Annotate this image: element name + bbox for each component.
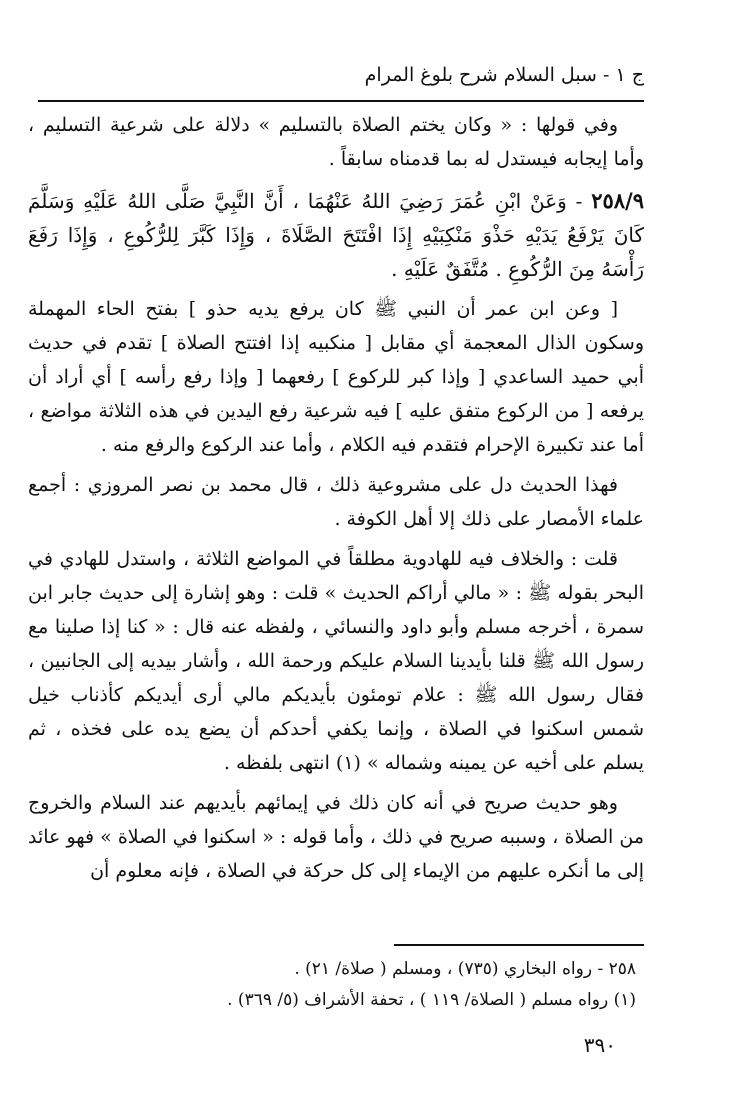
footnote-hadith-source: ٢٥٨ - رواه البخاري (٧٣٥) ، ومسلم ( صلاة/ ٢١) . bbox=[294, 959, 636, 979]
running-header: ج ١ - سبل السلام شرح بلوغ المرام bbox=[364, 64, 644, 86]
footnote-1: (١) رواه مسلم ( الصلاة/ ١١٩ ) ، تحفة الأشراف (٥/ ٣٦٩) . bbox=[227, 990, 636, 1010]
page-number: ٣٩٠ bbox=[583, 1033, 616, 1057]
commentary-paragraph-3: قلت : والخلاف فيه للهادوية مطلقاً في المواضع الثلاثة ، واستدل للهادي في البحر بقوله ﷺ : « مالي أراكم الحديث » قلت : وهو إشارة إلى حديث جابر ابن سمرة ، أخرجه مسلم وأبو داود والنسائي ، ولفظه عنه قال : « كنا إذا صلينا مع رسول الله ﷺ قلنا بأيدينا السلام عليكم ورحمة الله ، وأشار بيديه إلى الجانبين ، فقال رسول الله ﷺ : علام تومئون بأيديكم مالي أرى أيديكم كأذناب خيل شمس اسكنوا في الصلاة ، وإنما يكفي أحدكم أن يضع يده على فخذه ، ثم يسلم على أخيه عن يمينه وشماله » (١) انتهى بلفظه . bbox=[28, 548, 644, 774]
commentary-paragraph-4: وهو حديث صريح في أنه كان ذلك في إيمائهم بأيديهم عند السلام والخروج من الصلاة ، وسببه صريح في ذلك ، وأما قوله : « اسكنوا في الصلاة » فهو عائد إلى ما أنكره عليهم من الإيماء إلى كل حركة في الصلاة ، فإنه معلوم أن bbox=[28, 792, 644, 882]
intro-paragraph: وفي قولها : « وكان يختم الصلاة بالتسليم » دلالة على شرعية التسليم ، وأما إيجابه فيستدل له بما قدمناه سابقاً . bbox=[28, 114, 644, 170]
commentary-paragraph-2: فهذا الحديث دل على مشروعية ذلك ، قال محمد بن نصر المروزي : أجمع علماء الأمصار على ذلك إلا أهل الكوفة . bbox=[28, 474, 644, 530]
hadith-text bbox=[28, 184, 644, 286]
page-body bbox=[28, 108, 644, 888]
footnote-divider bbox=[394, 944, 644, 946]
hadith-number: ٢٥٨/٩ bbox=[591, 188, 644, 213]
commentary-paragraph-1: [ وعن ابن عمر أن النبي ﷺ كان يرفع يديه حذو ] بفتح الحاء المهملة وسكون الذال المعجمة أي مقابل [ منكبيه إذا افتتح الصلاة ] تقدم في حديث أبي حميد الساعدي [ وإذا كبر للركوع ] رفعهما [ وإذا رفع رأسه ] أي أراد أن يرفعه [ من الركوع متفق عليه ] فيه شرعية رفع اليدين في هذه الثلاثة مواضع ، أما عند تكبيرة الإحرام فتقدم فيه الكلام ، وأما عند الركوع والرفع منه . bbox=[28, 298, 644, 456]
header-divider bbox=[38, 100, 644, 102]
footnotes bbox=[40, 954, 636, 1016]
hadith-body: - وَعَنْ ابْنِ عُمَرَ رَضِيَ اللهُ عَنْهُمَا ، أَنَّ النَّبِيَّ صَلَّى اللهُ عَلَيْهِ وَسَلَّمَ كَانَ يَرْفَعُ يَدَيْهِ حَذْوَ مَنْكِبَيْهِ إِذَا افْتَتَحَ الصَّلَاةَ ، وَإِذَا كَبَّرَ لِلرُّكُوعِ ، وَإِذَا رَفَعَ رَأْسَهُ مِنَ الرُّكُوعِ . مُتَّفَقٌ عَلَيْهِ . bbox=[28, 189, 644, 281]
